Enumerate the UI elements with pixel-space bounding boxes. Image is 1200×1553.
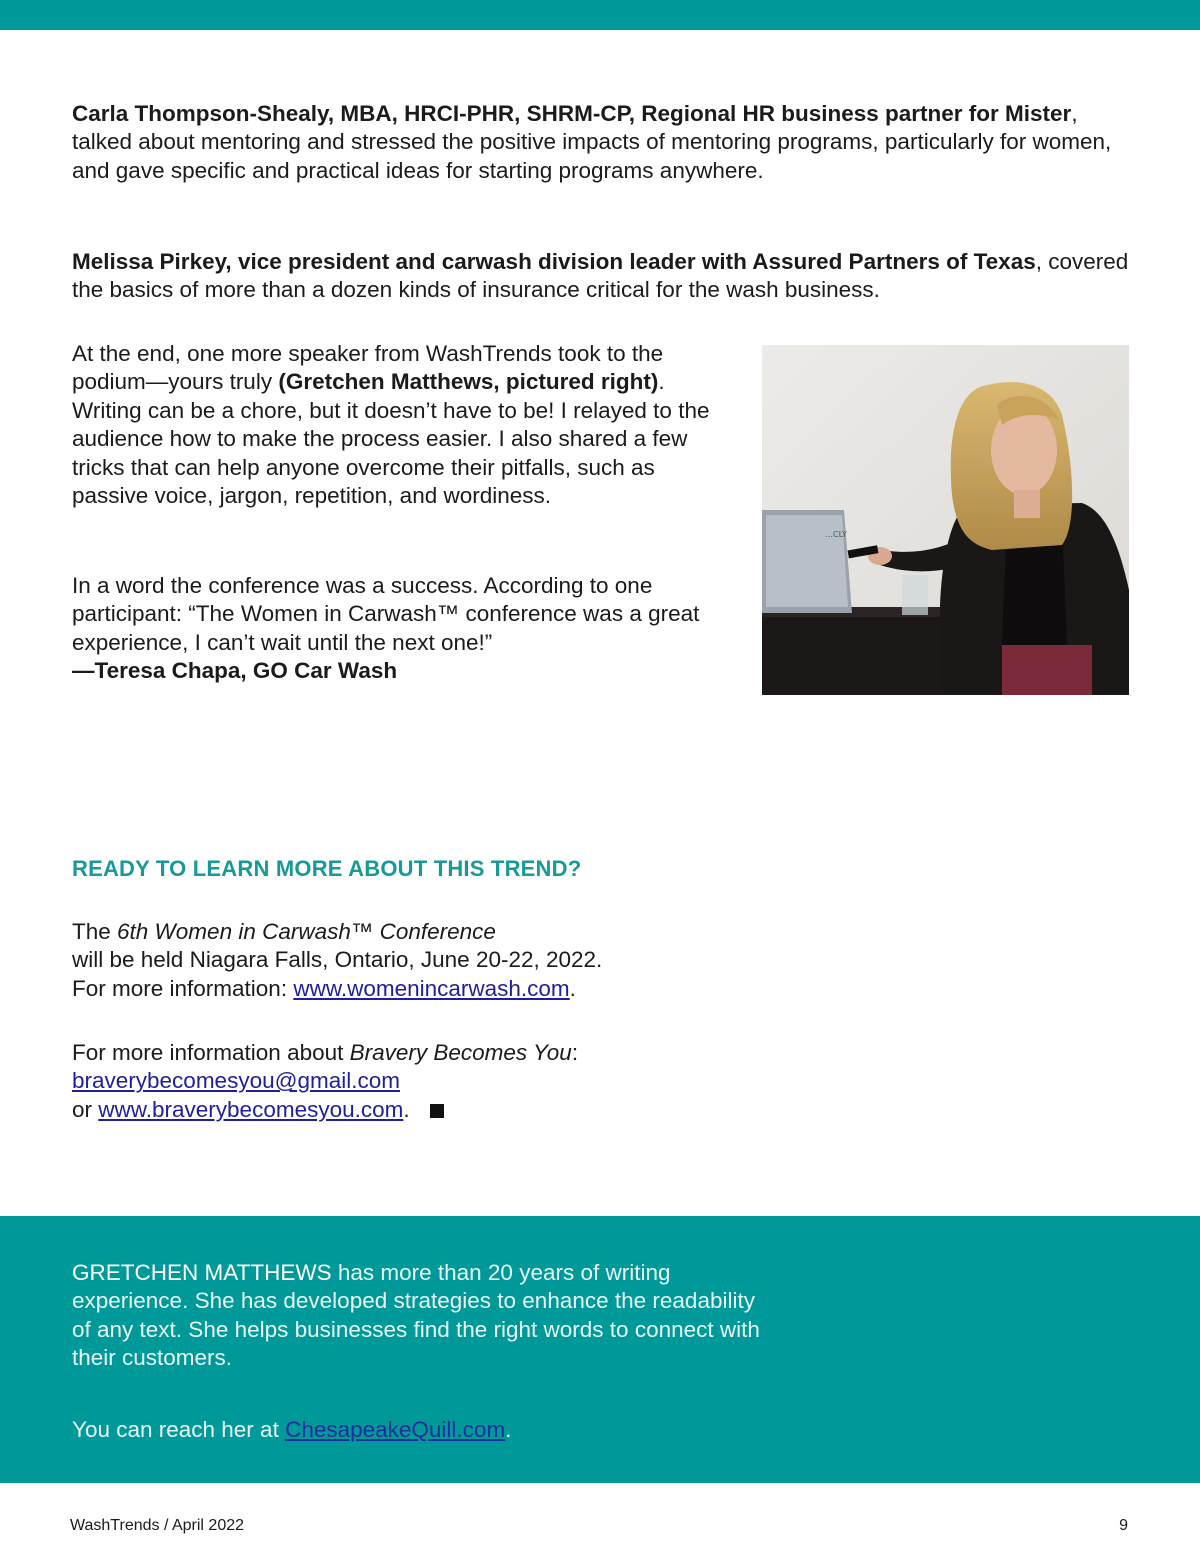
quote-attribution: —Teresa Chapa, GO Car Wash [72, 658, 398, 684]
womenincarwash-link[interactable]: www.womenincarwash.com [293, 975, 570, 1001]
info-text: . [569, 975, 576, 1001]
bio-text: . [505, 1417, 512, 1442]
end-of-article-icon [430, 1104, 444, 1118]
info-text: will be held Niagara Falls, Ontario, June 20-22, 2022. [72, 947, 603, 973]
bravery-site-link[interactable]: www.braverybecomesyou.com [98, 1096, 404, 1122]
author-bio [72, 1259, 772, 1373]
info-text: For more information about [72, 1040, 350, 1065]
page-number: 9 [1119, 1517, 1128, 1534]
paragraph-text: In a word the conference was a success. According to one participant: “The Women in Carwash™ conference was a great experience, I can’t wait until the next one!” [72, 573, 700, 655]
info-text: . [403, 1096, 410, 1122]
info-text: For more information: [72, 975, 294, 1001]
bio-text: You can reach her at [72, 1417, 286, 1442]
paragraph-text: . Writing can be a chore, but it doesn’t have to be! I relayed to the audience how to make the process easier. I also shared a few tricks that can help anyone overcome their pitfalls, such as passive voice, jargon, repetition, and wordiness. [72, 369, 710, 509]
cta-heading: READY TO LEARN MORE ABOUT THIS TREND? [72, 856, 582, 881]
author-name: GRETCHEN MATTHEWS [72, 1260, 332, 1285]
paragraph-text: , covered the basics of more than a dozen kinds of insurance critical for the wash business. [72, 249, 1129, 303]
bravery-info [72, 1039, 712, 1124]
paragraph-matthews [72, 340, 712, 510]
paragraph-thompson-shealy [72, 100, 1137, 185]
photo-caption-ref: (Gretchen Matthews, pictured right) [278, 369, 659, 395]
footer-publication: WashTrends / April 2022 [70, 1517, 245, 1534]
chesapeakequill-link[interactable]: ChesapeakeQuill.com [285, 1417, 506, 1442]
top-accent-bar [0, 0, 1200, 30]
speaker-photo [762, 345, 1129, 695]
conference-title: 6th Women in Carwash™ Conference [117, 919, 496, 944]
conference-info [72, 918, 712, 1003]
paragraph-text: At the end, one more speaker from WashTrends took to the podium—yours truly [72, 341, 664, 395]
info-text: : [571, 1040, 579, 1065]
paragraph-pirkey [72, 248, 1137, 305]
speaker-name: Carla Thompson-Shealy, MBA, HRCI-PHR, SHRM-CP, Regional HR business partner for Mister [72, 101, 1072, 126]
book-title: Bravery Becomes You [349, 1040, 572, 1065]
info-text: or [72, 1096, 99, 1122]
info-text: The [72, 919, 118, 944]
paragraph-text: , talked about mentoring and stressed the positive impacts of mentoring programs, particularly for women, and gave specific and practical ideas for starting programs anywhere. [72, 101, 1112, 183]
speaker-name: Melissa Pirkey, vice president and carwash division leader with Assured Partners of Texas [72, 249, 1036, 274]
paragraph-conference-success [72, 572, 712, 686]
bio-text: has more than 20 years of writing experience. She has developed strategies to enhance the readability of any text. She helps businesses find the right words to connect with their customers. [72, 1260, 760, 1371]
bravery-email-link[interactable]: braverybecomesyou@gmail.com [72, 1068, 400, 1094]
laptop-label: …CLY [825, 530, 847, 539]
author-contact [72, 1416, 511, 1444]
speaker-photo-illustration [762, 345, 1129, 695]
